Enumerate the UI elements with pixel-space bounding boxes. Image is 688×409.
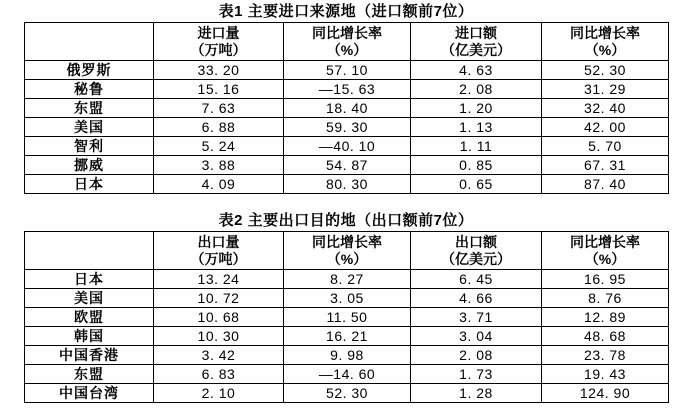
table-row [25,175,669,194]
cell-export-value: 1. 73 [411,365,542,384]
cell-import-volume: 4. 09 [154,175,284,194]
import-table-title: 表1 主要进口来源地（进口额前7位） [218,3,474,20]
table-row [25,61,669,80]
header-yoy-growth-value: 同比增长率 （%） [542,23,669,61]
export-table-section [24,212,668,403]
cell-export-value: 3. 71 [411,308,542,327]
header-import-value: 进口额 （亿美元） [411,23,542,61]
cell-import-value: 0. 65 [411,175,542,194]
cell-import-value: 1. 11 [411,137,542,156]
row-label: 美国 [25,118,154,137]
cell-export-value: 2. 08 [411,346,542,365]
cell-yoy-value: 12. 89 [542,308,669,327]
cell-import-value: 1. 20 [411,99,542,118]
table-row [25,80,669,99]
cell-export-volume: 10. 30 [154,327,284,346]
header-blank [25,232,154,270]
row-label: 日本 [25,270,154,289]
row-label: 日本 [25,175,154,194]
cell-export-value: 3. 04 [411,327,542,346]
cell-export-volume: 10. 72 [154,289,284,308]
cell-yoy-value: 31. 29 [542,80,669,99]
row-label: 挪威 [25,156,154,175]
cell-import-volume: 5. 24 [154,137,284,156]
cell-import-volume: 3. 88 [154,156,284,175]
import-table [24,22,669,194]
row-label: 中国台湾 [25,384,154,403]
row-label: 东盟 [25,99,154,118]
cell-yoy-value: 67. 31 [542,156,669,175]
cell-yoy-volume: —15. 63 [284,80,411,99]
cell-yoy-volume: 57. 10 [284,61,411,80]
row-label: 韩国 [25,327,154,346]
export-table-header-row [25,232,669,270]
cell-import-value: 2. 08 [411,80,542,99]
cell-yoy-value: 52. 30 [542,61,669,80]
import-table-header-row [25,23,669,61]
table-row [25,156,669,175]
cell-yoy-value: 16. 95 [542,270,669,289]
cell-export-value: 1. 28 [411,384,542,403]
header-export-volume: 出口量 （万吨） [154,232,284,270]
import-table-section [24,3,668,194]
cell-yoy-value: 48. 68 [542,327,669,346]
cell-import-value: 1. 13 [411,118,542,137]
cell-import-volume: 7. 63 [154,99,284,118]
cell-yoy-volume: 3. 05 [284,289,411,308]
cell-yoy-volume: 52. 30 [284,384,411,403]
cell-yoy-volume: 18. 40 [284,99,411,118]
cell-yoy-value: 124. 90 [542,384,669,403]
table-row [25,365,669,384]
header-yoy-growth-value: 同比增长率 （%） [542,232,669,270]
table-row [25,270,669,289]
cell-yoy-volume: —14. 60 [284,365,411,384]
cell-yoy-volume: 16. 21 [284,327,411,346]
header-yoy-growth-volume: 同比增长率 （%） [284,23,411,61]
cell-yoy-value: 87. 40 [542,175,669,194]
table-row [25,118,669,137]
cell-import-volume: 6. 88 [154,118,284,137]
cell-yoy-volume: 9. 98 [284,346,411,365]
cell-yoy-volume: 54. 87 [284,156,411,175]
row-label: 俄罗斯 [25,61,154,80]
row-label: 东盟 [25,365,154,384]
row-label: 中国香港 [25,346,154,365]
header-blank [25,23,154,61]
cell-yoy-volume: 11. 50 [284,308,411,327]
header-yoy-growth-volume: 同比增长率 （%） [284,232,411,270]
cell-export-volume: 6. 83 [154,365,284,384]
cell-export-volume: 2. 10 [154,384,284,403]
cell-import-volume: 15. 16 [154,80,284,99]
cell-yoy-value: 19. 43 [542,365,669,384]
export-table [24,231,669,403]
cell-export-value: 6. 45 [411,270,542,289]
header-import-volume: 进口量 （万吨） [154,23,284,61]
cell-yoy-volume: 80. 30 [284,175,411,194]
cell-export-volume: 13. 24 [154,270,284,289]
table-row [25,289,669,308]
cell-export-volume: 10. 68 [154,308,284,327]
row-label: 欧盟 [25,308,154,327]
export-table-title: 表2 主要出口目的地（出口额前7位） [218,212,474,229]
row-label: 秘鲁 [25,80,154,99]
table-row [25,346,669,365]
cell-yoy-value: 8. 76 [542,289,669,308]
row-label: 美国 [25,289,154,308]
cell-yoy-volume: 8. 27 [284,270,411,289]
row-label: 智利 [25,137,154,156]
table-row [25,384,669,403]
cell-import-value: 0. 85 [411,156,542,175]
cell-yoy-volume: —40. 10 [284,137,411,156]
cell-yoy-value: 42. 00 [542,118,669,137]
table-row [25,308,669,327]
cell-yoy-value: 32. 40 [542,99,669,118]
cell-yoy-volume: 59. 30 [284,118,411,137]
header-export-value: 出口额 （亿美元） [411,232,542,270]
cell-export-volume: 3. 42 [154,346,284,365]
cell-import-volume: 33. 20 [154,61,284,80]
table-row [25,327,669,346]
table-row [25,99,669,118]
cell-yoy-value: 23. 78 [542,346,669,365]
cell-yoy-value: 5. 70 [542,137,669,156]
cell-export-value: 4. 66 [411,289,542,308]
cell-import-value: 4. 63 [411,61,542,80]
table-row [25,137,669,156]
